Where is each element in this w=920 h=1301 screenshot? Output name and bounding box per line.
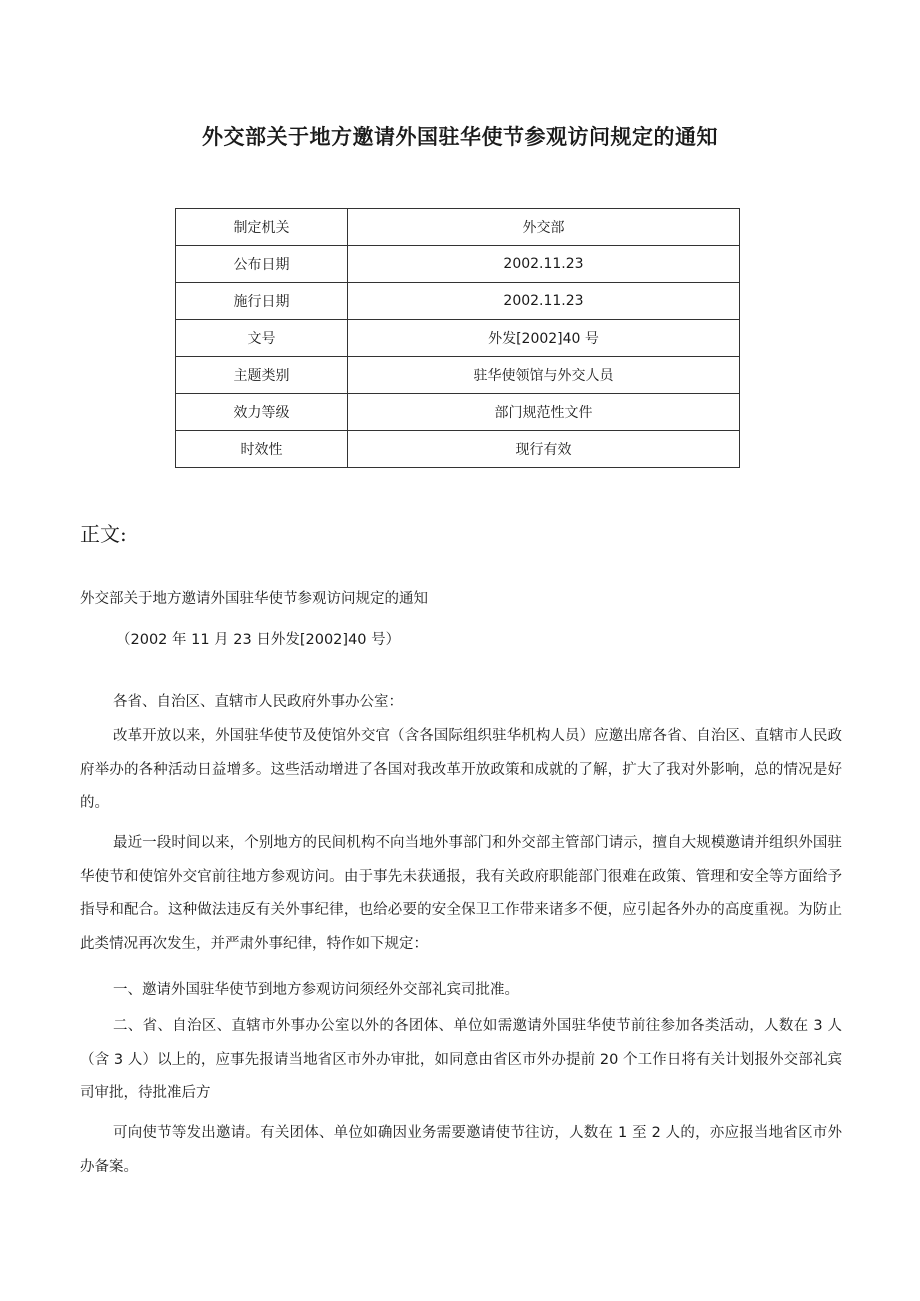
table-row bbox=[176, 394, 740, 431]
meta-key: 效力等级 bbox=[176, 394, 348, 431]
table-row bbox=[176, 431, 740, 468]
paragraph: 最近一段时间以来，个别地方的民间机构不向当地外事部门和外交部主管部门请示，擅自大规模邀请并组织外国驻华使节和使馆外交官前往地方参观访问。由于事先未获通报，我有关政府职能部门很难在政策、管理和安全等方面给予指导和配合。这种做法违反有关外事纪律，也给必要的安全保卫工作带来诸多不便，应引起各外办的高度重视。为防止此类情况再次发生，并严肃外事纪律，特作如下规定： bbox=[80, 835, 842, 952]
meta-key: 文号 bbox=[176, 320, 348, 357]
meta-value: 现行有效 bbox=[348, 431, 740, 468]
meta-key: 施行日期 bbox=[176, 283, 348, 320]
table-row bbox=[176, 209, 740, 246]
meta-value: 外发[2002]40 号 bbox=[348, 320, 740, 357]
paragraph: 可向使节等发出邀请。有关团体、单位如确因业务需要邀请使节往访，人数在 1 至 2 人的，亦应报当地省区市外办备案。 bbox=[80, 1125, 842, 1175]
meta-value: 部门规范性文件 bbox=[348, 394, 740, 431]
section-heading: 正文: bbox=[80, 522, 127, 546]
meta-key: 公布日期 bbox=[176, 246, 348, 283]
meta-value: 2002.11.23 bbox=[348, 283, 740, 320]
meta-value: 驻华使领馆与外交人员 bbox=[348, 357, 740, 394]
table-row bbox=[176, 357, 740, 394]
metadata-table bbox=[175, 208, 740, 468]
body-subtitle: （2002 年 11 月 23 日外发[2002]40 号） bbox=[116, 632, 401, 648]
paragraph: 二、省、自治区、直辖市外事办公室以外的各团体、单位如需邀请外国驻华使节前往参加各类活动，人数在 3 人（含 3 人）以上的，应事先报请当地省区市外办审批，如同意由省区市外办提前 20 个工作日将有关计划报外交部礼宾司审批，待批准后方 bbox=[80, 1018, 842, 1102]
document-title: 外交部关于地方邀请外国驻华使节参观访问规定的通知 bbox=[202, 125, 718, 149]
table-row bbox=[176, 246, 740, 283]
meta-value: 外交部 bbox=[348, 209, 740, 246]
meta-key: 时效性 bbox=[176, 431, 348, 468]
paragraph: 一、邀请外国驻华使节到地方参观访问须经外交部礼宾司批准。 bbox=[113, 982, 519, 998]
paragraph: 改革开放以来，外国驻华使节及使馆外交官（含各国际组织驻华机构人员）应邀出席各省、自治区、直辖市人民政府举办的各种活动日益增多。这些活动增进了各国对我改革开放政策和成就的了解，扩大了我对外影响，总的情况是好的。 bbox=[80, 728, 842, 812]
body-title: 外交部关于地方邀请外国驻华使节参观访问规定的通知 bbox=[80, 591, 428, 607]
meta-key: 制定机关 bbox=[176, 209, 348, 246]
meta-value: 2002.11.23 bbox=[348, 246, 740, 283]
salutation: 各省、自治区、直辖市人民政府外事办公室： bbox=[113, 694, 403, 710]
table-row bbox=[176, 283, 740, 320]
meta-key: 主题类别 bbox=[176, 357, 348, 394]
table-row bbox=[176, 320, 740, 357]
